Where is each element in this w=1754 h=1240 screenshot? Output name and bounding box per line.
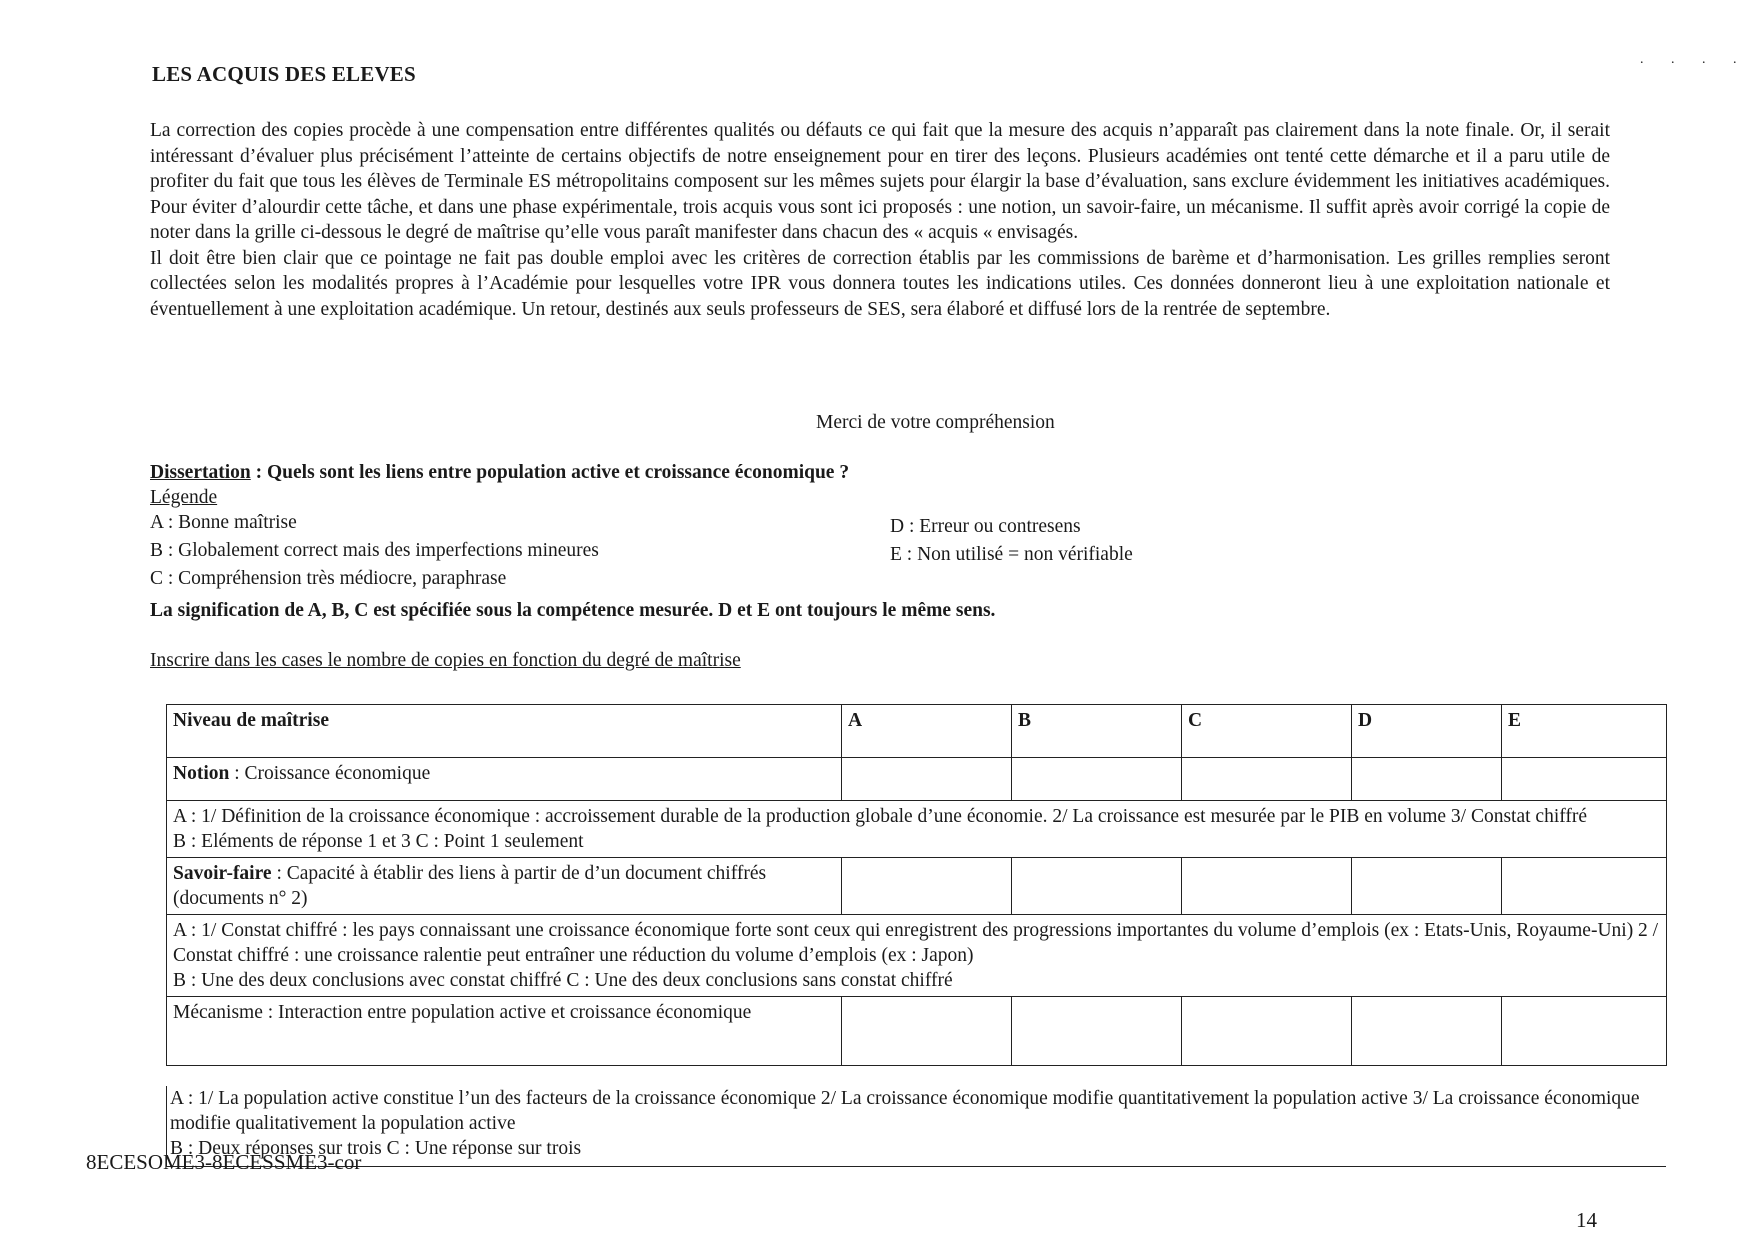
document-code: 8ECESOME3-8ECESSME3-cor: [86, 1150, 362, 1174]
notion-row: [167, 758, 1667, 801]
mecanisme-criteria: [170, 1086, 1666, 1161]
savoir-faire-cell-d[interactable]: [1352, 858, 1502, 915]
notion-cell-e[interactable]: [1502, 758, 1667, 801]
notion-cell-b[interactable]: [1012, 758, 1182, 801]
mecanisme-cell-c[interactable]: [1182, 997, 1352, 1066]
legend-rule: La signification de A, B, C est spécifiée sous la compétence mesurée. D et E ont toujours le même sens.: [150, 600, 996, 621]
mecanisme-criteria-bc: B : Deux réponses sur trois C : Une réponse sur trois: [170, 1138, 582, 1159]
table-bottom-rule: [166, 1166, 1666, 1167]
intro-paragraph-1: La correction des copies procède à une compensation entre différentes qualités ou défauts ce qui fait que la mesure des acquis n’apparaît pas clairement dans la note finale. Or, il serait intéressant d’évaluer plus précisément l’atteinte de certains objectifs de notre enseignement pour en tirer des leçons. Plusieurs académies ont tenté cette démarche et il a paru utile de profiter du fait que tous les élèves de Terminale ES métropolitains composent sur les mêmes sujets pour élargir la base d’évaluation, sans exclure évidemment les initiatives académiques. Pour éviter d’alourdir cette tâche, et dans une phase expérimentale, trois acquis vous sont ici proposés : une notion, un savoir-faire, un mécanisme. Il suffit après avoir corrigé la copie de noter dans la grille ci-dessous le degré de maîtrise qu’elle vous paraît manifester dans chacun des « acquis « envisagés.: [150, 120, 1610, 243]
savoir-faire-criteria: [167, 915, 1667, 997]
col-header-c: C: [1182, 705, 1352, 758]
savoir-faire-cell-a[interactable]: [842, 858, 1012, 915]
dissertation-label: Dissertation: [150, 462, 251, 483]
legend-c: C : Compréhension très médiocre, paraphrase: [150, 568, 507, 589]
savoir-faire-cell-e[interactable]: [1502, 858, 1667, 915]
mecanisme-cell-e[interactable]: [1502, 997, 1667, 1066]
mecanisme-cell-d[interactable]: [1352, 997, 1502, 1066]
page-title: LES ACQUIS DES ELEVES: [152, 62, 416, 86]
col-header-e: E: [1502, 705, 1667, 758]
mecanisme-cell-b[interactable]: [1012, 997, 1182, 1066]
mecanisme-cell-a[interactable]: [842, 997, 1012, 1066]
thanks-line: Merci de votre compréhension: [816, 412, 1055, 433]
dissertation-question: [150, 462, 849, 484]
mecanisme-row: [167, 997, 1667, 1066]
notion-cell-a[interactable]: [842, 758, 1012, 801]
legend-title: Légende: [150, 487, 218, 508]
notion-cell-c[interactable]: [1182, 758, 1352, 801]
page-number: 14: [1576, 1208, 1597, 1232]
legend-d: D : Erreur ou contresens: [890, 516, 1081, 537]
savoir-faire-label: Savoir-faire: [173, 863, 272, 884]
savoir-faire-label-cell: [167, 858, 842, 915]
legend-a: A : Bonne maîtrise: [150, 512, 297, 533]
savoir-faire-text: : Capacité à établir des liens à partir de d’un document chiffrés (documents n° 2): [173, 863, 767, 909]
mecanisme-criteria-a: A : 1/ La population active constitue l’un des facteurs de la croissance économique 2/ La croissance économique modifie quantitativement la population active 3/ La croissance économique modifie qualitativement la population active: [170, 1088, 1640, 1134]
savoir-faire-cell-b[interactable]: [1012, 858, 1182, 915]
col-header-d: D: [1352, 705, 1502, 758]
notion-criteria-row: [167, 801, 1667, 858]
legend-e: E : Non utilisé = non vérifiable: [890, 544, 1133, 565]
grid-header-row: [167, 705, 1667, 758]
dissertation-text: : Quels sont les liens entre population active et croissance économique ?: [250, 462, 850, 483]
savoir-faire-row: [167, 858, 1667, 915]
scan-marks: . . . .: [1640, 52, 1749, 67]
savoir-faire-criteria-row: [167, 915, 1667, 997]
notion-criteria-a: A : 1/ Définition de la croissance économique : accroissement durable de la production globale d’une économie. 2/ La croissance est mesurée par le PIB en volume 3/ Constat chiffré: [173, 806, 1588, 827]
notion-label: Notion: [173, 763, 230, 784]
mecanisme-label-cell: Mécanisme : Interaction entre population active et croissance économique: [167, 997, 842, 1066]
notion-criteria: [167, 801, 1667, 858]
col-header-a: A: [842, 705, 1012, 758]
level-header: Niveau de maîtrise: [167, 705, 842, 758]
savoir-faire-criteria-bc: B : Une des deux conclusions avec constat chiffré C : Une des deux conclusions sans constat chiffré: [173, 970, 953, 991]
savoir-faire-cell-c[interactable]: [1182, 858, 1352, 915]
mastery-grid: [166, 704, 1667, 1066]
legend-b: B : Globalement correct mais des imperfections mineures: [150, 540, 599, 561]
notion-cell-d[interactable]: [1352, 758, 1502, 801]
instruction: Inscrire dans les cases le nombre de copies en fonction du degré de maîtrise: [150, 650, 741, 671]
notion-text: : Croissance économique: [229, 763, 431, 784]
savoir-faire-criteria-a: A : 1/ Constat chiffré : les pays connaissant une croissance économique forte sont ceux qui enregistrent des progressions importantes du volume d’emplois (ex : Etats-Unis, Royaume-Uni) 2 / Constat chiffré : une croissance ralentie peut entraîner une réduction du volume d’emplois (ex : Japon): [173, 920, 1659, 966]
col-header-b: B: [1012, 705, 1182, 758]
notion-criteria-bc: B : Eléments de réponse 1 et 3 C : Point 1 seulement: [173, 831, 584, 852]
notion-label-cell: [167, 758, 842, 801]
intro-text: [150, 118, 1610, 322]
intro-paragraph-2: Il doit être bien clair que ce pointage ne fait pas double emploi avec les critères de correction établis par les commissions de barème et d’harmonisation. Les grilles remplies seront collectées selon les modalités propres à l’Académie pour lesquelles votre IPR vous donnera toutes les indications utiles. Ces données donneront lieu à une exploitation nationale et éventuellement à une exploitation académique. Un retour, destinés aux seuls professeurs de SES, sera élaboré et diffusé lors de la rentrée de septembre.: [150, 247, 1610, 320]
